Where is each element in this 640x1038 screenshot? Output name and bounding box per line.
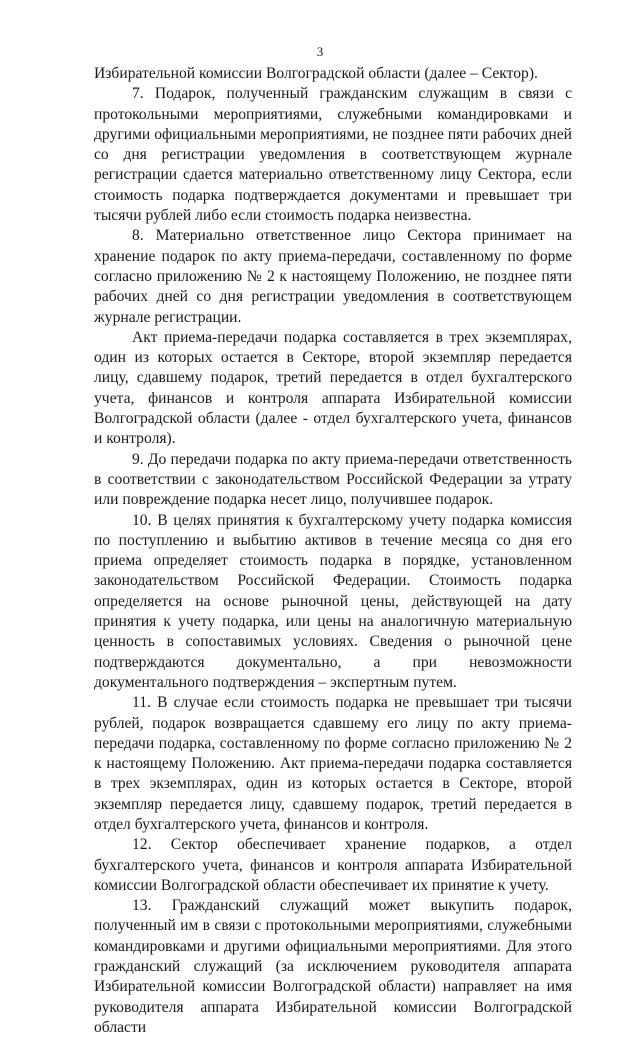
paragraph-item-10: 10. В целях принятия к бухгалтерскому учету подарка комиссия по поступлению и выбытию активов в течение месяца со дня его приема определяет стоимость подарка в порядке, установленном законодательством Российской Федерации. Стоимость подарка определяется на основе рыночной цены, действующей на дату принятия к учету подарка, или цены на аналогичную материальную ценность в сопоставимых условиях. Сведения о рыночной цене подтверждаются документально, а при невозможности документального подтверждения – экспертным путем.: [94, 511, 572, 691]
paragraph-act-transfer: Акт приема-передачи подарка составляется в трех экземплярах, один из которых остается в Секторе, второй экземпляр передается лицу, сдавшему подарок, третий передается в отдел бухгалтерского учета, финансов и контроля аппарата Избирательной комиссии Волгоградской области (далее - отдел бухгалтерского учета, финансов и контроля).: [94, 328, 572, 448]
paragraph-item-11: 11. В случае если стоимость подарка не превышает три тысячи рублей, подарок возвращается сдавшему его лицу по акту приема-передачи подарка, составленному по форме согласно приложению № 2 к настоящему Положению. Акт приема-передачи подарка составляется в трех экземплярах, один из которых остается в Секторе, второй экземпляр передается лицу, сдавшему подарок, третий передается в отдел бухгалтерского учета, финансов и контроля.: [94, 694, 572, 833]
paragraph-item-12: 12. Сектор обеспечивает хранение подарков, а отдел бухгалтерского учета, финансов и контроля аппарата Избирательной комиссии Волгоградской области обеспечивает их принятие к учету.: [94, 836, 572, 894]
document-body: [94, 64, 572, 1038]
paragraph-item-13: 13. Гражданский служащий может выкупить подарок, полученный им в связи с протокольными мероприятиями, служебными командировками и другими официальными мероприятиями. Для этого гражданский служащий (за исключением руководителя аппарата Избирательной комиссии Волгоградской области) направляет на имя руководителя аппарата Избирательной комиссии Волгоградской области: [94, 897, 572, 1036]
paragraph-item-8: 8. Материально ответственное лицо Сектора принимает на хранение подарок по акту приема-передачи, составленному по форме согласно приложению № 2 к настоящему Положению, не позднее пяти рабочих дней со дня регистрации уведомления в соответствующем журнале регистрации.: [94, 227, 572, 326]
paragraph-item-9: 9. До передачи подарка по акту приема-передачи ответственность в соответствии с законодательством Российской Федерации за утрату или повреждение подарка несет лицо, получившее подарок.: [94, 450, 572, 509]
paragraph-continued: Избирательной комиссии Волгоградской области (далее – Сектор).: [94, 65, 538, 82]
page-number: 3: [316, 44, 324, 59]
paragraph-item-7: 7. Подарок, полученный гражданским служащим в связи с протокольными мероприятиями, служебными командировками и другими официальными мероприятиями, не позднее пяти рабочих дней со дня регистрации уведомления в соответствующем журнале регистрации сдается материально ответственному лицу Сектора, если стоимость подарка подтверждается документами и превышает три тысячи рублей либо если стоимость подарка неизвестна.: [94, 85, 572, 225]
